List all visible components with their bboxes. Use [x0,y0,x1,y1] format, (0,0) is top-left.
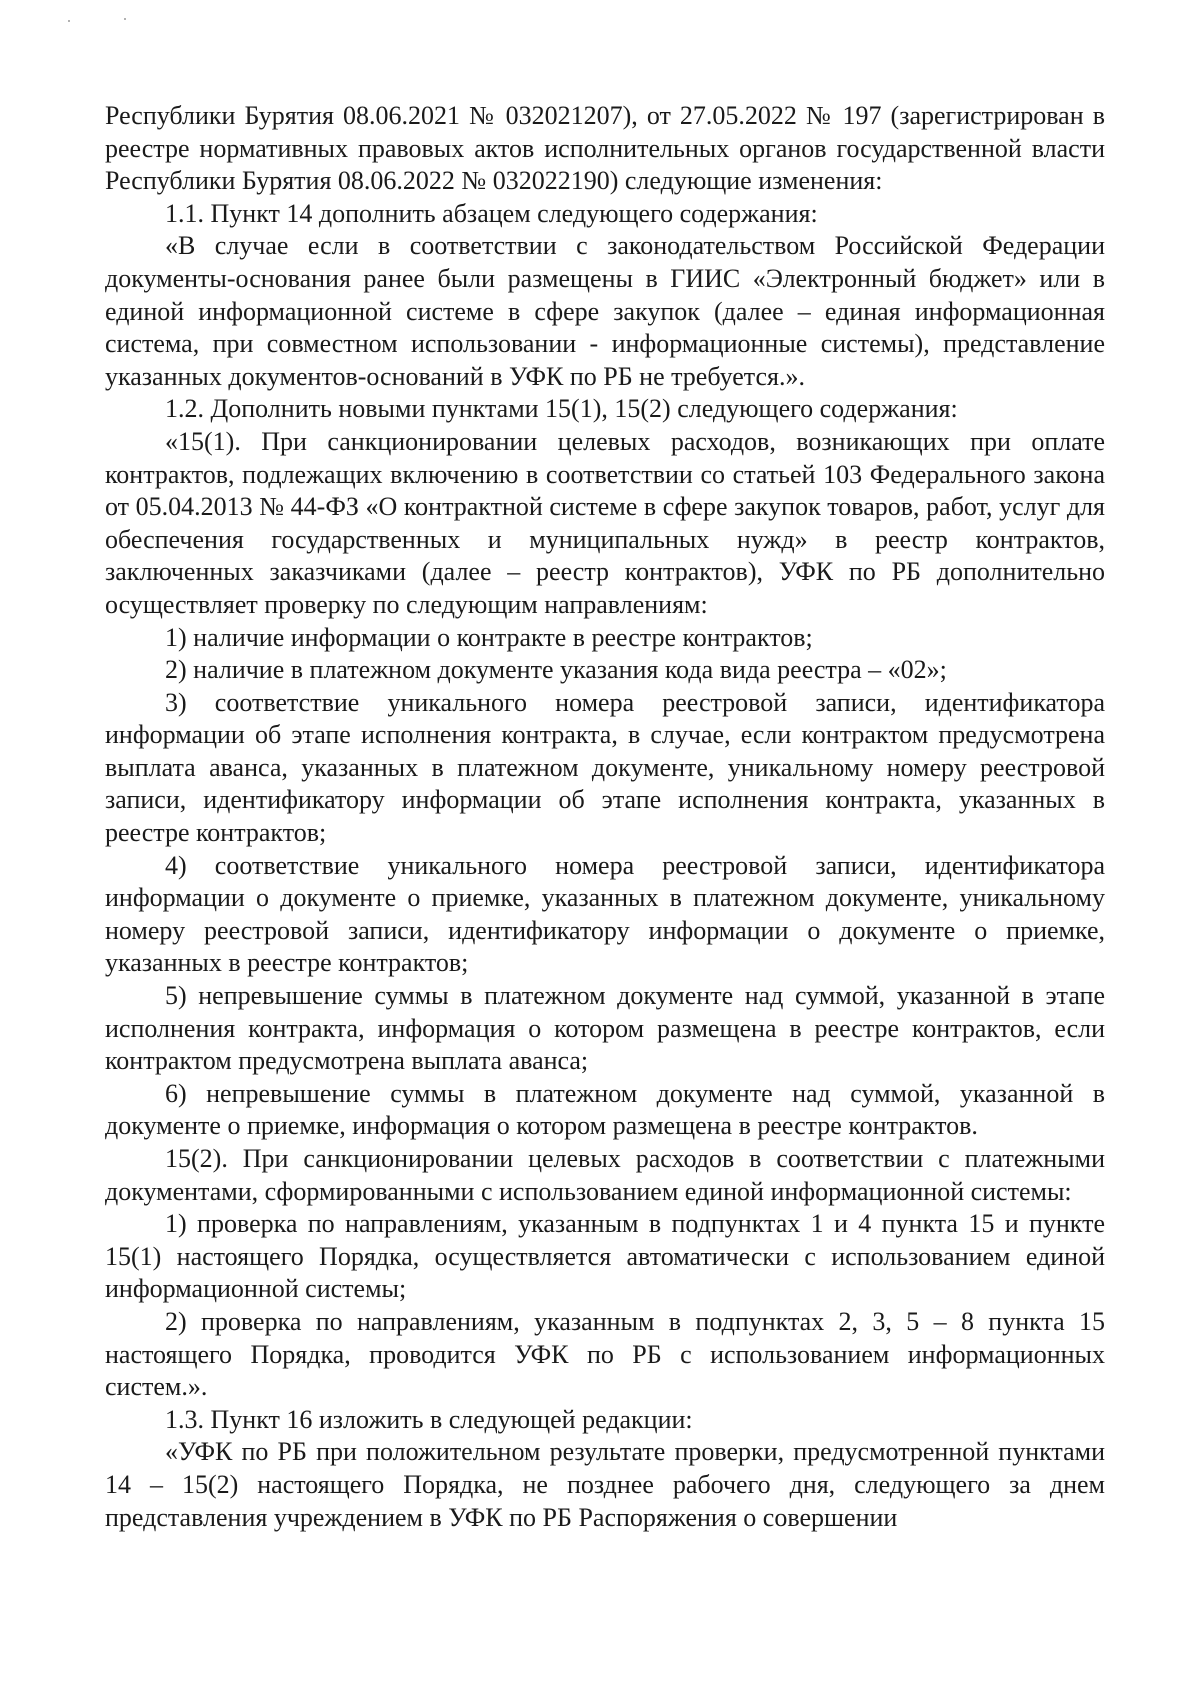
paragraph-11: 6) непревышение суммы в платежном документе над суммой, указанной в документе о приемке, информация о котором размещена в реестре контрактов. [105,1078,1105,1141]
paragraph-15: 1.3. Пункт 16 изложить в следующей редакции: [165,1404,693,1434]
paragraph-12: 15(2). При санкционировании целевых расходов в соответствии с платежными документами, сформированными с использованием единой информационной системы: [105,1144,1105,1206]
paragraph-1: Республики Бурятия 08.06.2021 № 032021207), от 27.05.2022 № 197 (зарегистрирован в реестре нормативных правовых актов исполнительных органов государственной власти Республики Бурятия 08.06.2022 № 032022190) следующие изменения: [105,101,1105,196]
paragraph-2: 1.1. Пункт 14 дополнить абзацем следующего содержания: [165,198,818,228]
paragraph-3: «В случае если в соответствии с законодательством Российской Федерации документы-основания ранее были размещены в ГИИС «Электронный бюджет» или в единой информационной системе в сфере закупок (далее – единая информационная система, при совместном использовании - информационные системы), представление указанных документов-оснований в УФК по РБ не требуется.». [105,231,1105,391]
document-page [105,100,1105,1534]
scan-speck [124,18,126,20]
paragraph-10: 5) непревышение суммы в платежном документе над суммой, указанной в этапе исполнения контракта, информация о котором размещена в реестре контрактов, если контрактом предусмотрена выплата аванса; [105,981,1105,1076]
paragraph-8: 3) соответствие уникального номера реестровой записи, идентификатора информации об этапе исполнения контракта, в случае, если контрактом предусмотрена выплата аванса, указанных в платежном документе, уникальному номеру реестровой записи, идентификатору информации об этапе исполнения контракта, указанных в реестре контрактов; [105,687,1105,848]
paragraph-6: 1) наличие информации о контракте в реестре контрактов; [165,622,813,652]
paragraph-9: 4) соответствие уникального номера реестровой записи, идентификатора информации о документе о приемке, указанных в платежном документе, уникальному номеру реестровой записи, идентификатору информации о документе о приемке, указанных в реестре контрактов; [105,850,1105,978]
paragraph-13: 1) проверка по направлениям, указанным в подпунктах 1 и 4 пункта 15 и пункте 15(1) настоящего Порядка, осуществляется автоматически с использованием единой информационной системы; [105,1209,1105,1304]
paragraph-14: 2) проверка по направлениям, указанным в подпунктах 2, 3, 5 – 8 пункта 15 настоящего Порядка, проводится УФК по РБ с использованием информационных систем.». [105,1306,1105,1402]
paragraph-16: «УФК по РБ при положительном результате проверки, предусмотренной пунктами 14 – 15(2) настоящего Порядка, не позднее рабочего дня, следующего за днем представления учреждением в УФК по РБ Распоряжения о совершении [105,1437,1105,1532]
paragraph-4: 1.2. Дополнить новыми пунктами 15(1), 15(2) следующего содержания: [165,394,958,424]
paragraph-7: 2) наличие в платежном документе указания кода вида реестра – «02»; [165,655,947,685]
paragraph-5: «15(1). При санкционировании целевых расходов, возникающих при оплате контрактов, подлежащих включению в соответствии со статьей 103 Федерального закона от 05.04.2013 № 44-ФЗ «О контрактной системе в сфере закупок товаров, работ, услуг для обеспечения государственных и муниципальных нужд» в реестр контрактов, заключенных заказчиками (далее – реестр контрактов), УФК по РБ дополнительно осуществляет проверку по следующим направлениям: [105,426,1105,619]
scan-speck [68,20,70,22]
